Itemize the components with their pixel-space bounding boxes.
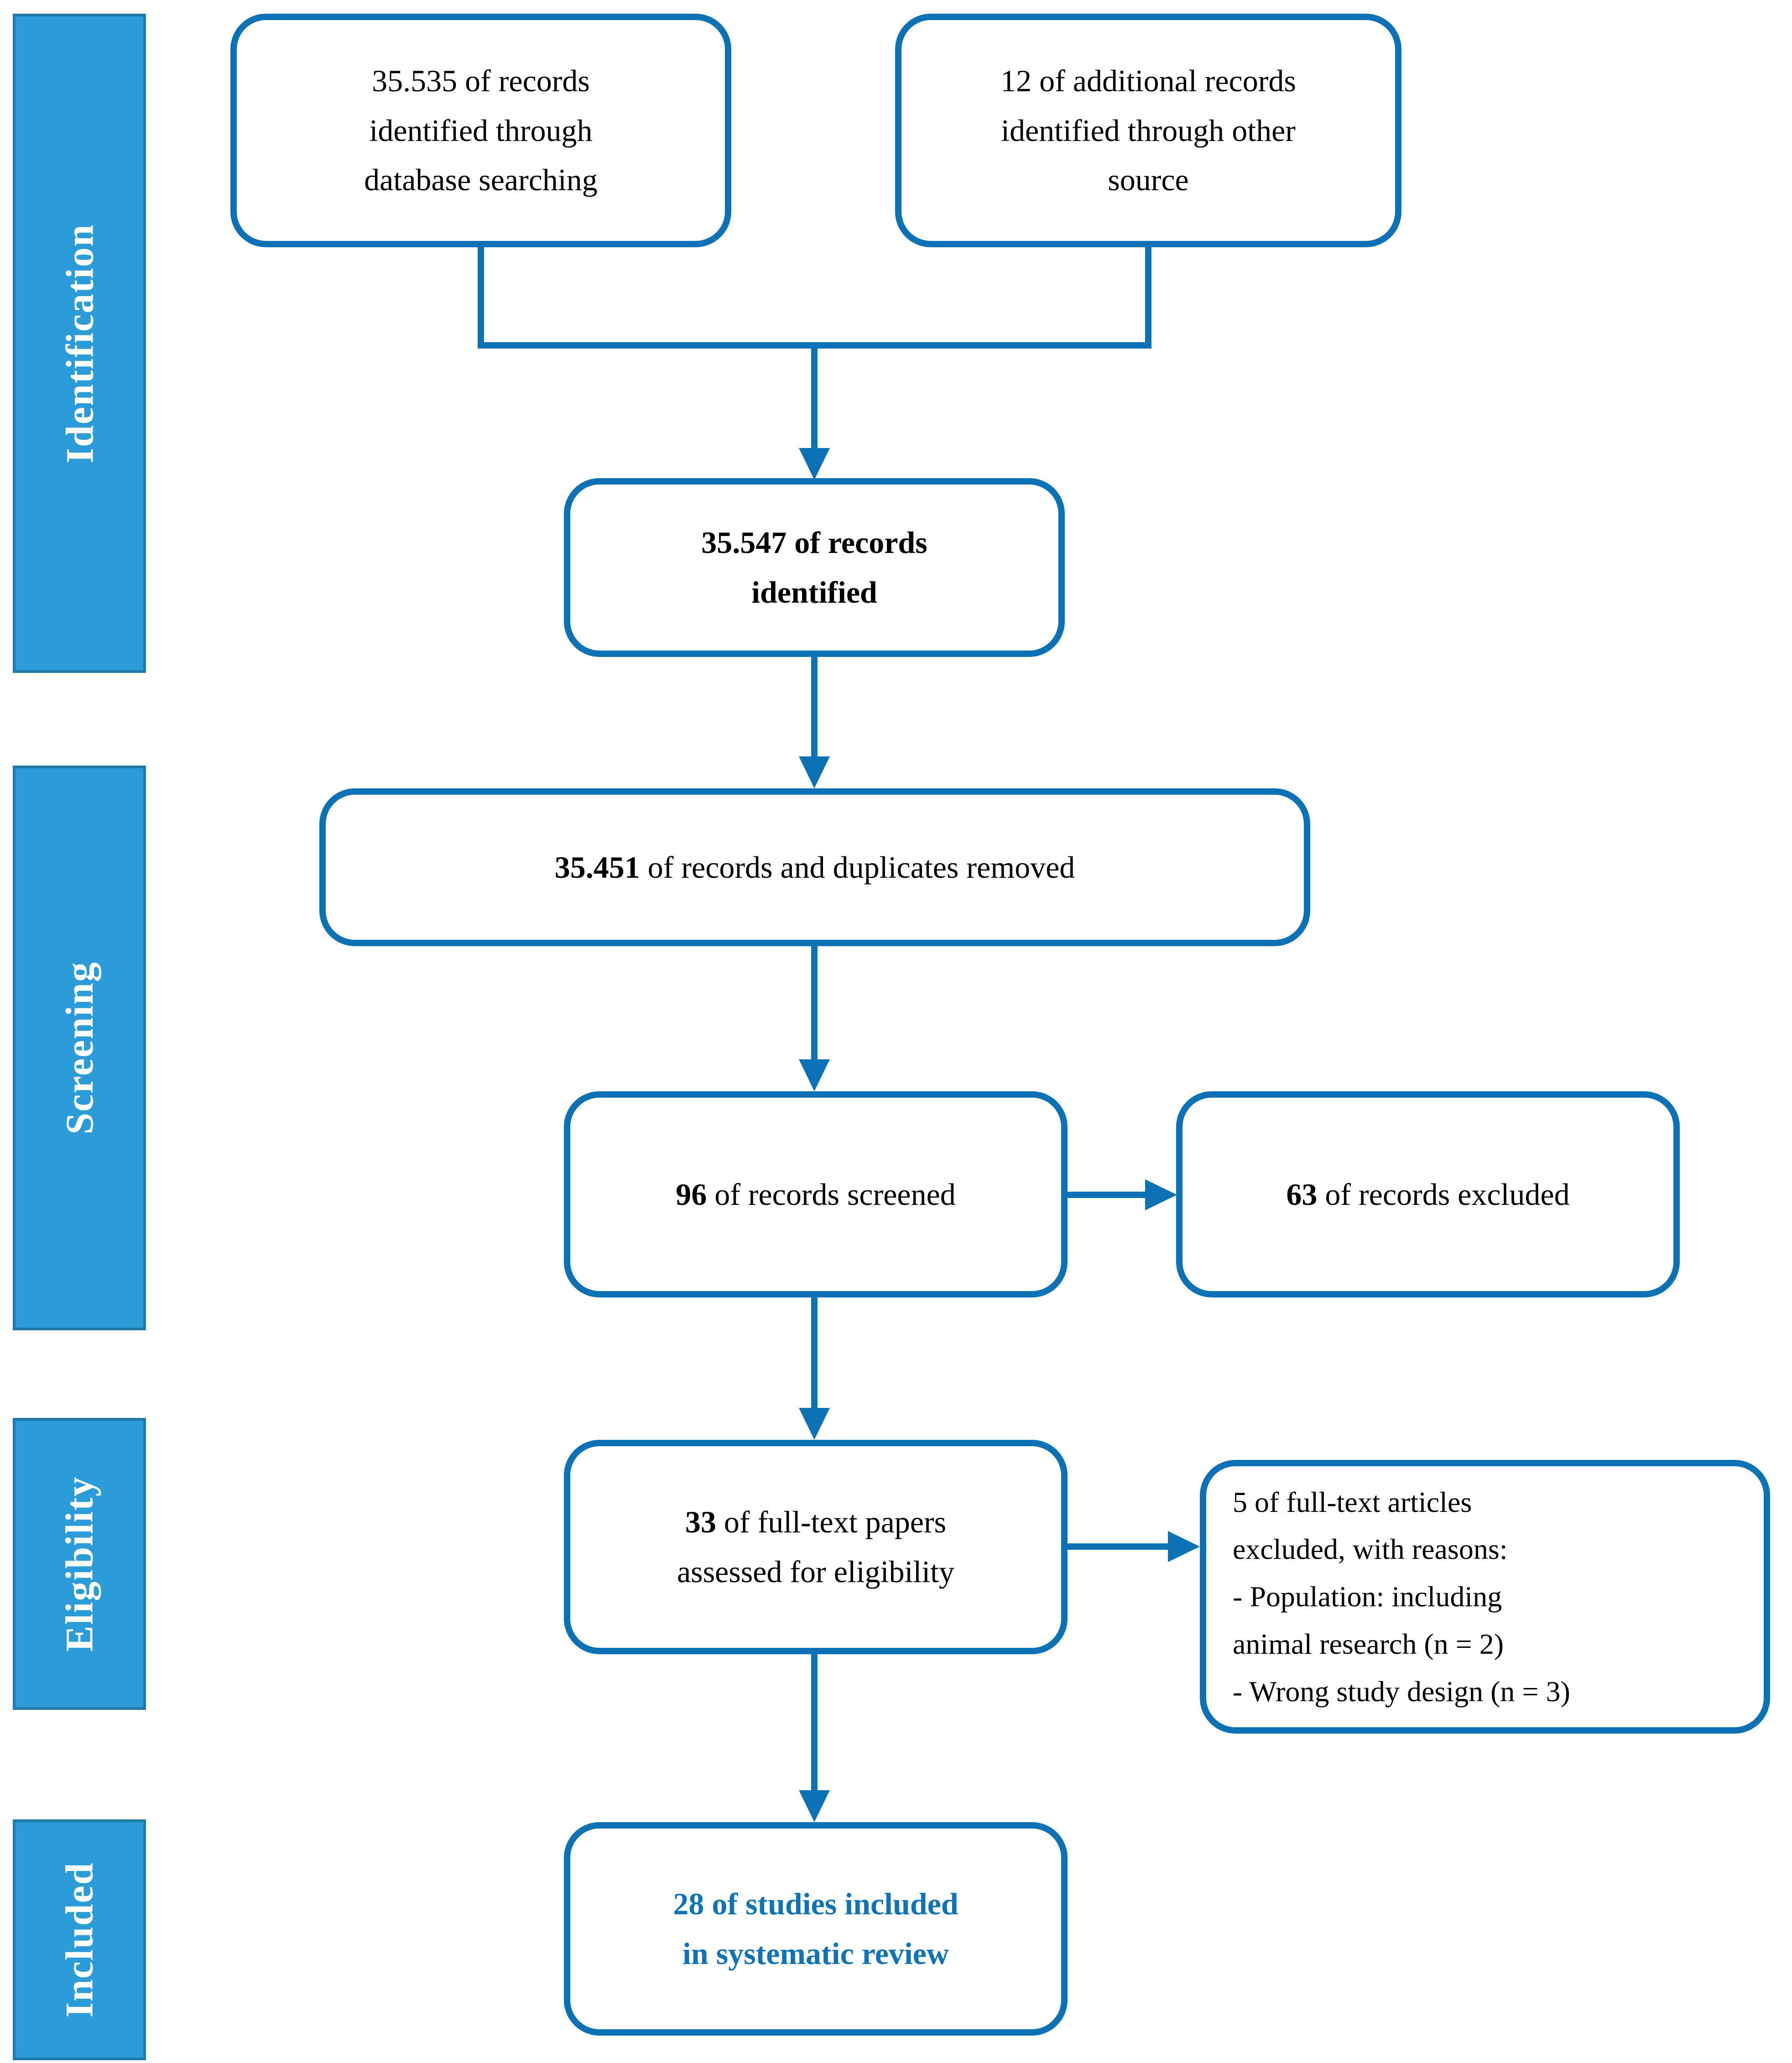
box-database-records-text: 35.535 of records identified through database searching (364, 63, 598, 198)
stage-label-eligibility: Eligibility (57, 1476, 102, 1652)
duplicates-removed-count: 35.451 (554, 849, 640, 885)
box-records-screened (564, 1091, 1068, 1297)
arrow-screened-to-excluded-shaft (1067, 1192, 1148, 1198)
records-screened-count: 96 (676, 1177, 707, 1212)
records-excluded-count: 63 (1286, 1177, 1318, 1212)
box-records-identified (564, 478, 1065, 657)
fulltext-assessed-count: 33 (685, 1505, 716, 1540)
arrow-identified-to-removed-head-icon (799, 756, 830, 788)
box-additional-records (895, 14, 1401, 247)
connector-left-stub (478, 247, 484, 345)
stage-bar-included (13, 1819, 146, 2060)
box-records-excluded (1176, 1091, 1680, 1297)
stage-label-screening: Screening (57, 961, 102, 1135)
arrow-merge-shaft (811, 342, 818, 449)
box-fulltext-excluded-text: 5 of full-text articles excluded, with reasons: - Population: including animal research (n = 2) - Wrong study design (n = 3) (1233, 1485, 1570, 1708)
box-database-records (230, 14, 731, 247)
arrow-assessed-to-included-head-icon (799, 1790, 830, 1822)
box-records-identified-text: 35.547 of records identified (701, 525, 927, 610)
arrow-screened-to-fulltext-head-icon (799, 1408, 830, 1440)
box-records-excluded-text (1196, 1170, 1660, 1219)
arrow-assessed-to-reasons-shaft (1067, 1543, 1171, 1550)
box-additional-records-text: 12 of additional records identified through other source (1000, 63, 1296, 198)
fulltext-assessed-line1 (584, 1497, 1047, 1547)
box-studies-included (564, 1822, 1068, 2036)
records-excluded-label: of records excluded (1317, 1177, 1570, 1212)
stage-bar-identification (13, 14, 146, 673)
stage-label-included: Included (57, 1862, 101, 2018)
box-duplicates-removed-text (339, 843, 1290, 892)
connector-right-stub (1145, 247, 1151, 345)
box-fulltext-excluded (1200, 1460, 1770, 1734)
box-records-screened-text (584, 1170, 1047, 1219)
stage-label-identification: Identification (57, 224, 101, 463)
arrow-screened-to-fulltext-shaft (811, 1297, 818, 1409)
box-duplicates-removed (319, 788, 1310, 946)
box-fulltext-assessed (564, 1440, 1068, 1654)
arrow-assessed-to-reasons-head-icon (1168, 1531, 1200, 1562)
arrow-assessed-to-included-shaft (811, 1653, 818, 1791)
records-screened-label: of records screened (707, 1177, 956, 1212)
fulltext-assessed-line2: assessed for eligibility (677, 1554, 955, 1589)
arrow-merge-head-icon (799, 448, 830, 480)
arrow-removed-to-screened-shaft (811, 945, 818, 1060)
duplicates-removed-label: of records and duplicates removed (640, 849, 1075, 885)
fulltext-assessed-label: of full-text papers (716, 1505, 947, 1540)
stage-bar-eligibility (13, 1418, 146, 1710)
box-fulltext-assessed-text (584, 1497, 1047, 1597)
arrow-identified-to-removed-shaft (811, 656, 818, 758)
stage-bar-screening (13, 766, 146, 1330)
arrow-screened-to-excluded-head-icon (1145, 1179, 1177, 1210)
box-studies-included-text: 28 of studies included in systematic review (673, 1886, 959, 1971)
arrow-removed-to-screened-head-icon (799, 1059, 830, 1091)
